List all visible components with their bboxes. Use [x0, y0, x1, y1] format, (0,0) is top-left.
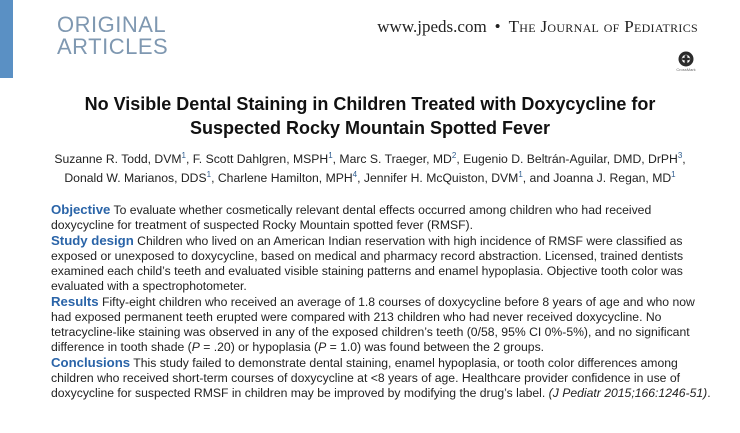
abstract-heading: Results	[51, 294, 99, 309]
author-name: Suzanne R. Todd, DVM	[54, 152, 182, 166]
author-affiliation[interactable]: 1	[328, 151, 333, 160]
author-line-1	[0, 150, 740, 169]
author-name: F. Scott Dahlgren, MSPH	[192, 152, 329, 166]
author-separator: ,	[456, 152, 464, 166]
abstract-text: To evaluate whether cosmetically relevant dental effects occurred among children who had received doxycycline for treatment of suspected Rocky Mountain spotted fever (RMSF).	[51, 203, 652, 232]
article-title-line-1: No Visible Dental Staining in Children Treated with Doxycycline for	[84, 94, 656, 114]
section-color-band	[0, 0, 13, 78]
author-name: Marc S. Traeger, MD	[339, 152, 452, 166]
crossmark-badge[interactable]	[676, 51, 696, 72]
abstract-text: Fifty-eight children who received an average of 1.8 courses of doxycycline before 8 years of age and who now had exposed permanent teeth erupted were compared with 213 children who had never received doxycycline. No tetracycline-like staining was observed in any of the exposed children’s teeth (0/58, 95% CI 0%-5%), and no significant difference in tooth shade (	[51, 295, 695, 354]
author-separator: ,	[211, 171, 218, 185]
abstract-text: Children who lived on an American Indian reservation with high incidence of RMSF were classified as exposed or unexposed to doxycycline, based on medical and pharmacy record abstraction. Licensed, trained dentists examined each child’s teeth and evaluated visible staining patterns and enamel hypoplasia. Objective tooth color was evaluated with a spectrophotometer.	[51, 234, 684, 293]
abstract-conclusions	[51, 355, 711, 401]
author-affiliation[interactable]: 1	[518, 170, 523, 179]
author-affiliation[interactable]: 1	[671, 170, 676, 179]
author-name: Joanna J. Regan, MD	[553, 171, 672, 185]
abstract-objective	[51, 202, 711, 233]
abstract-text: This study failed to demonstrate dental staining, enamel hypoplasia, or tooth color differences among children who received short-term courses of doxycycline at <8 years of age. Healthcare provider confidence in use of doxycycline for suspected RMSF in children may be improved by modifying the drug’s label.	[51, 356, 680, 400]
article-title-line-2: Suspected Rocky Mountain Spotted Fever	[189, 118, 551, 138]
author-affiliation[interactable]: 4	[352, 170, 358, 179]
section-label-line-2: ARTICLES	[57, 34, 169, 59]
author-separator: ,	[682, 152, 686, 166]
author-affiliation[interactable]: 1	[206, 170, 212, 179]
author-line-2	[0, 169, 740, 188]
section-label-line-1: ORIGINAL	[57, 12, 167, 37]
author-separator: ,	[357, 171, 364, 185]
author-separator: , and	[522, 171, 554, 185]
journal-citation: (J Pediatr 2015;166:1246-51)	[548, 386, 708, 400]
p-value-symbol: P	[191, 340, 200, 354]
author-affiliation[interactable]: 3	[677, 151, 683, 160]
author-affiliation[interactable]: 1	[181, 151, 186, 160]
journal-masthead	[377, 17, 698, 37]
abstract	[51, 202, 711, 401]
abstract-heading: Study design	[51, 233, 134, 248]
journal-website-link[interactable]: www.jpeds.com	[377, 17, 487, 36]
author-name: Donald W. Marianos, DDS	[64, 171, 207, 185]
author-name: Eugenio D. Beltrán-Aguilar, DMD, DrPH	[463, 152, 678, 166]
crossmark-icon	[678, 51, 694, 67]
abstract-heading: Conclusions	[51, 355, 131, 370]
crossmark-label: CrossMark	[676, 67, 696, 72]
author-separator: ,	[332, 152, 340, 166]
author-name: Jennifer H. McQuiston, DVM	[363, 171, 519, 185]
author-name: Charlene Hamilton, MPH	[217, 171, 353, 185]
abstract-text: .	[707, 386, 711, 400]
author-list	[0, 150, 740, 188]
abstract-results	[51, 294, 711, 355]
abstract-study-design	[51, 233, 711, 294]
abstract-text: = .20) or hypoplasia (	[199, 340, 319, 354]
section-label	[57, 14, 168, 58]
article-title	[0, 92, 740, 140]
author-affiliation[interactable]: 2	[451, 151, 457, 160]
author-separator: ,	[185, 152, 193, 166]
masthead-separator: •	[494, 17, 501, 36]
abstract-text: = 1.0) was found between the 2 groups.	[326, 340, 545, 354]
p-value-symbol: P	[318, 340, 327, 354]
journal-name: The Journal of Pediatrics	[508, 17, 698, 36]
abstract-heading: Objective	[51, 202, 111, 217]
